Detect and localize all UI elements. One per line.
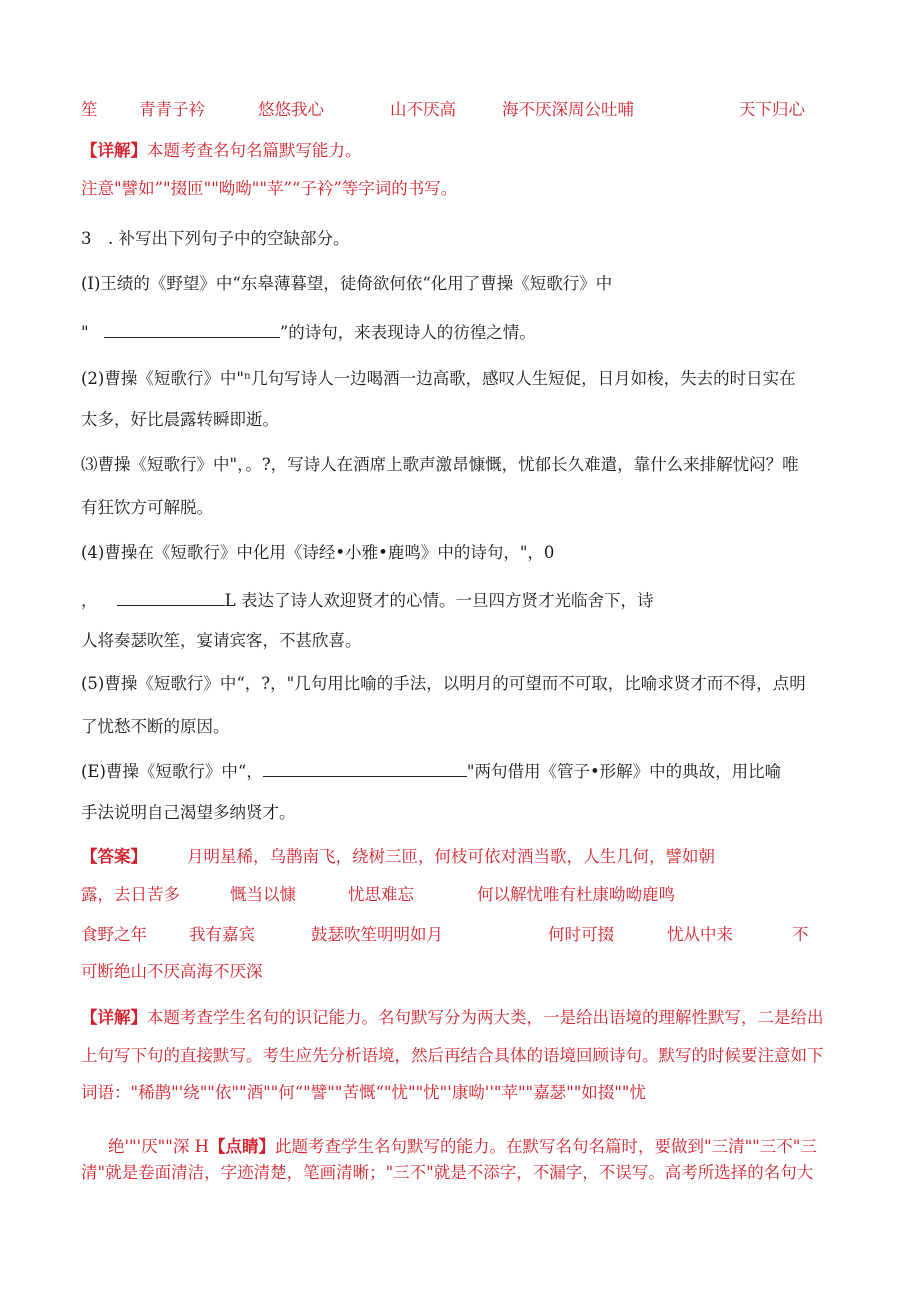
tip-line-1 xyxy=(108,1136,817,1158)
q3-part4-blank[interactable] xyxy=(117,589,225,606)
q3-part1-line2 xyxy=(81,321,536,344)
q3-part6-rest: "两句借用《管子•形解》中的典故，用比喻 xyxy=(466,762,782,781)
detail-2-tag: 【详解】 xyxy=(81,1008,147,1027)
answer-3-b: 我有嘉宾 xyxy=(189,925,255,944)
q3-part4-line3: 人将奏瑟吹笙，宴请宾客，不甚欣喜。 xyxy=(81,631,362,650)
tip-pre: 绝'"'厌""深 H xyxy=(108,1137,209,1156)
top-answer-4: 山不厌高 xyxy=(390,100,456,119)
q3-part4-line1: (4)曹操在《短歌行》中化用《诗经•小雅•鹿鸣》中的诗句，"，0 xyxy=(81,543,555,562)
detail-2-text-1: 本题考查学生名句的识记能力。名句默写分为两大类，一是给出语境的理解性默写，二是给出 xyxy=(147,1008,824,1027)
q3-part5-line1: (5)曹操《短歌行》中“，?，"几句用比喻的手法，以明月的可望而不可取，比喻求贤才而不得，点明 xyxy=(81,674,806,693)
q3-part4-comma: ， xyxy=(81,591,98,610)
q3-part1-blank[interactable] xyxy=(104,321,280,338)
detail-2-line-2: 上句写下句的直接默写。考生应先分析语境，然后再结合具体的语境回顾诗句。默写的时候要注意如下 xyxy=(81,1046,824,1065)
answer-text-1: 月明星稀，乌鹊南飞，绕树三匝，何枝可依对酒当歌，人生几何，譬如朝 xyxy=(187,847,715,866)
top-answer-5: 海不厌深周公吐哺 xyxy=(502,100,634,119)
q3-part2-line2: 太多，好比晨露转瞬即逝。 xyxy=(81,410,279,429)
answer-line-4: 可断绝山不厌高海不厌深 xyxy=(81,962,263,981)
q3-part6-blank[interactable] xyxy=(263,760,467,777)
note-1: 注意"譬如”"掇匝""呦呦""苹”“子衿”等字词的书写。 xyxy=(81,179,458,198)
top-answer-3: 悠悠我心 xyxy=(258,100,324,119)
detail-2-line-1 xyxy=(81,1007,824,1029)
tip-tag: 【点睛】 xyxy=(208,1137,275,1156)
answer-3-a: 食野之年 xyxy=(81,925,147,944)
answer-2-d: 何以解忧唯有杜康呦呦鹿鸣 xyxy=(477,885,675,904)
tip-line-2: 清"就是卷面清洁，字迹清楚，笔画清晰；"三不"就是不添字，不漏字，不误写。高考所选择的名句大 xyxy=(81,1163,814,1182)
tip-text-1: 此题考查学生名句默写的能力。在默写名句名篇时，要做到"三清""三不"三 xyxy=(274,1137,817,1156)
q3-part6-pre: (E)曹操《短歌行》中“， xyxy=(81,762,263,781)
answer-2-b: 慨当以慷 xyxy=(230,885,296,904)
q3-part3-line1: ⑶曹操《短歌行》中"，。?，写诗人在酒席上歌声激昂慷慨，忧郁长久难遣，靠什么来排解忧闷？唯 xyxy=(81,455,799,474)
q3-part2-line1: (2)曹操《短歌行》中"ⁿ几句写诗人一边喝酒一边高歌，感叹人生短促，日月如梭，失去的时日实在 xyxy=(81,369,796,388)
q3-part6-line2: 手法说明自己渴望多纳贤才。 xyxy=(81,803,296,822)
q3-part4-line2 xyxy=(81,589,653,612)
detail-1-tag: 【详解】 xyxy=(81,141,147,160)
detail-1-text: 本题考查名句名篇默写能力。 xyxy=(147,141,362,160)
q3-part3-line2: 有狂饮方可解脱。 xyxy=(81,498,213,517)
answer-3-d: 何时可掇 xyxy=(548,925,614,944)
answer-2-a: 露，去日苦多 xyxy=(81,885,180,904)
q3-part1-open-quote: " xyxy=(81,323,89,342)
answer-3-f: 不 xyxy=(792,925,809,944)
q3-part6-line1 xyxy=(81,760,781,783)
q3-part1-rest: ”的诗句，来表现诗人的彷徨之情。 xyxy=(279,323,536,342)
top-answer-6: 天下归心 xyxy=(739,100,805,119)
answer-3-e: 忧从中来 xyxy=(667,925,733,944)
detail-1 xyxy=(81,140,362,162)
top-answer-1: 笙 xyxy=(81,100,98,119)
detail-2-line-3: 词语："稀鹊"'绕""依""酒""何“"譬""苦慨“"忧""忧"'康呦''"苹""嘉瑟""如掇""忧 xyxy=(81,1083,646,1102)
answer-2-c: 忧思难忘 xyxy=(348,885,414,904)
answer-3-c: 鼓瑟吹笙明明如月 xyxy=(311,925,443,944)
q3-part4-rest: L 表达了诗人欢迎贤才的心情。一旦四方贤才光临舍下，诗 xyxy=(224,591,654,610)
q3-part5-line2: 了忧愁不断的原因。 xyxy=(81,717,230,736)
question-3-title: 3 . 补写出下列句子中的空缺部分。 xyxy=(81,229,350,248)
q3-part1-line1: (I)王绩的《野望》中“东皋薄暮望，徒倚欲何依“化用了曹操《短歌行》中 xyxy=(81,274,613,293)
answer-tag: 【答案】 xyxy=(81,847,147,866)
top-answer-2: 青青子衿 xyxy=(139,100,205,119)
